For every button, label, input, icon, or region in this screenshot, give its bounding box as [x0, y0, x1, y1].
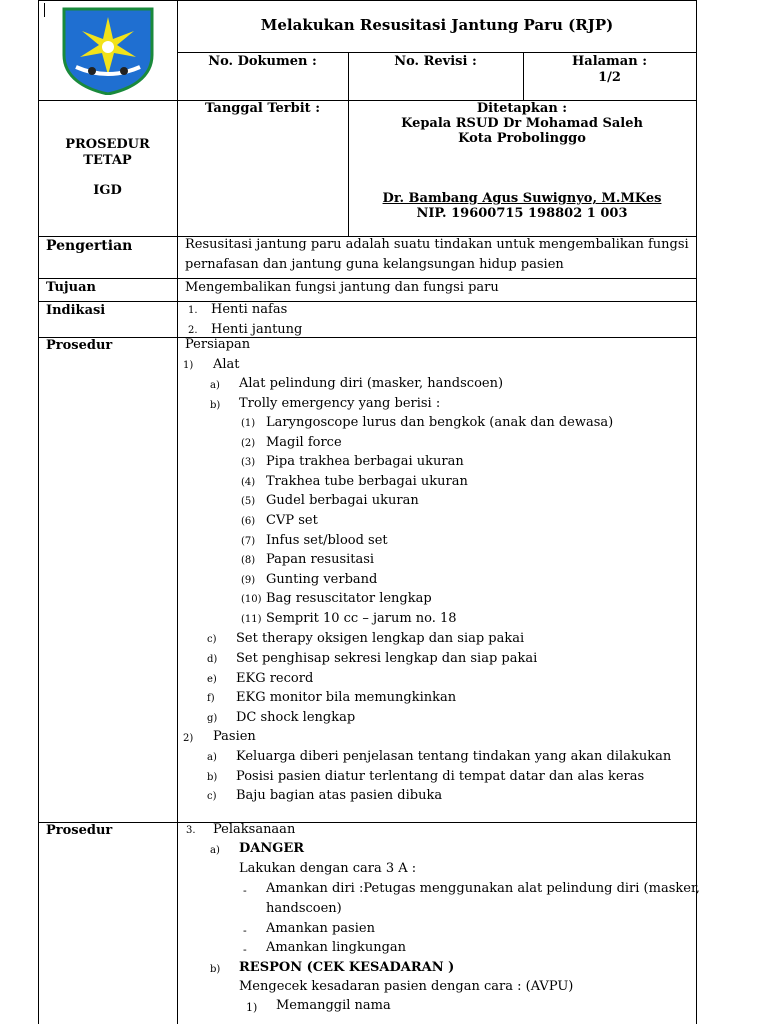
ditetapkan-label: Ditetapkan : [476, 101, 568, 116]
pasien-heading: Pasien [213, 729, 256, 744]
tujuan-text: Mengembalikan fungsi jantung dan fungsi paru [185, 280, 499, 295]
alat-b-number: b) [210, 400, 221, 411]
list-item: Bag resuscitator lengkap [266, 591, 432, 607]
halaman-value: 1/2 [598, 70, 621, 85]
list-item-number: (3) [241, 457, 256, 469]
halaman-label: Halaman : [571, 54, 648, 69]
list-item-number: a) [207, 752, 217, 763]
list-item: CVP set [266, 513, 318, 528]
alat-heading: Alat [213, 357, 240, 372]
list-item-number: (10) [241, 594, 262, 606]
list-item: Keluarga diberi penjelasan tentang tindakan yang akan dilakukan [236, 749, 672, 764]
list-item-number: (8) [241, 555, 256, 567]
list-item-number: 2. [188, 324, 198, 336]
respon-heading: RESPON (CEK KESADARAN ) [239, 960, 455, 975]
pengertian-label: Pengertian [46, 238, 133, 254]
list-item-number: (6) [241, 516, 256, 527]
alat-b-text: Trolly emergency yang berisi : [239, 396, 441, 411]
persiapan-heading: Persiapan [185, 337, 251, 352]
list-item-number: f) [207, 693, 215, 705]
alat-a-text: Alat pelindung diri (masker, handscoen) [239, 376, 504, 391]
list-item: Pipa trakhea berbagai ukuran [266, 454, 464, 470]
signer-nip: NIP. 19600715 198802 1 003 [416, 206, 628, 221]
pengertian-text-line2: pernafasan dan jantung guna kelangsungan hidup pasien [185, 257, 564, 272]
list-item: Laryngoscope lurus dan bengkok (anak dan dewasa) [266, 415, 614, 430]
list-item: Gudel berbagai ukuran [266, 493, 419, 509]
document-title: Melakukan Resusitasi Jantung Paru (RJP) [260, 16, 614, 34]
list-item-number: (7) [241, 535, 256, 547]
list-item-number: 1. [188, 305, 198, 316]
prosedur-tetap-line1: PROSEDUR [65, 137, 150, 152]
list-item: handscoen) [266, 900, 342, 916]
list-item-number: g) [207, 713, 218, 725]
table-top-border [38, 0, 697, 1]
list-item: Papan resusitasi [266, 552, 375, 568]
indikasi-label: Indikasi [46, 303, 106, 318]
title-rule [177, 52, 697, 53]
signer-name: Dr. Bambang Agus Suwignyo, M.MKes [382, 191, 662, 206]
text-cursor [44, 3, 45, 17]
hospital-logo-icon [62, 7, 154, 95]
alat-a-number: a) [210, 380, 220, 391]
list-item-number: - [243, 943, 247, 957]
list-item: Henti nafas [211, 302, 288, 317]
danger-number: a) [210, 845, 220, 856]
no-revisi-label: No. Revisi : [394, 54, 477, 69]
list-item-number: b) [207, 771, 218, 783]
pengertian-text-line1: Resusitasi jantung paru adalah suatu tindakan untuk mengembalikan fungsi [185, 237, 689, 252]
prosedur-label: Prosedur [46, 338, 113, 353]
list-item-number: (9) [241, 574, 256, 586]
list-item: Set therapy oksigen lengkap dan siap pakai [236, 631, 525, 646]
list-item: DC shock lengkap [236, 710, 356, 726]
list-item: Henti jantung [211, 321, 303, 337]
tanggal-terbit-label: Tanggal Terbit : [204, 101, 321, 116]
list-item-number: (5) [241, 496, 256, 508]
list-item-number: c) [207, 634, 217, 645]
list-item: Posisi pasien diatur terlentang di tempat datar dan alas keras [236, 768, 645, 784]
list-item-number: (2) [241, 437, 256, 449]
list-item: EKG monitor bila memungkinkan [236, 690, 457, 706]
prosedur-tetap-line2: TETAP [83, 153, 132, 168]
danger-heading: DANGER [239, 841, 305, 856]
list-item: Memanggil nama [276, 998, 391, 1013]
pasien-number: 2) [183, 733, 194, 744]
list-item: Gunting verband [266, 571, 378, 587]
header-divider [177, 0, 178, 236]
tujuan-label: Tujuan [46, 280, 96, 295]
list-item: Magil force [266, 434, 342, 450]
list-item-number: 1) [246, 1001, 258, 1014]
list-item: Set penghisap sekresi lengkap dan siap pakai [236, 650, 538, 666]
list-item: EKG record [236, 670, 314, 686]
list-item-number: e) [207, 673, 217, 685]
table-right-border [696, 0, 697, 1024]
ditetapkan-line2: Kota Probolinggo [458, 131, 586, 146]
list-item: Amankan pasien [266, 920, 375, 936]
list-item: Amankan lingkungan [266, 940, 407, 956]
pelaksanaan-number: 3. [186, 825, 196, 836]
no-dokumen-label: No. Dokumen : [208, 54, 317, 69]
ditetapkan-line1: Kepala RSUD Dr Mohamad Saleh [401, 116, 643, 131]
prosedur-label-2: Prosedur [46, 823, 113, 838]
indikasi-rule [38, 337, 697, 338]
alat-number: 1) [183, 360, 194, 371]
list-item-number: c) [207, 791, 217, 802]
list-item-number: - [243, 884, 247, 897]
danger-intro: Lakukan dengan cara 3 A : [239, 861, 417, 876]
prosedur1-rule [38, 822, 697, 823]
respon-number: b) [210, 964, 221, 975]
list-item-number: - [243, 923, 247, 937]
pengertian-rule [38, 278, 697, 279]
department-label: IGD [93, 183, 122, 198]
list-item: Infus set/blood set [266, 532, 388, 548]
list-item-number: (11) [241, 614, 262, 625]
list-item: Baju bagian atas pasien dibuka [236, 788, 443, 803]
label-column-divider [177, 236, 178, 1024]
tujuan-rule [38, 301, 697, 302]
list-item: Semprit 10 cc – jarum no. 18 [266, 611, 457, 626]
list-item: Trakhea tube berbagai ukuran [266, 473, 468, 489]
respon-intro: Mengecek kesadaran pasien dengan cara : (AVPU) [239, 979, 574, 994]
list-item-number: (4) [241, 476, 256, 488]
pelaksanaan-heading: Pelaksanaan [213, 822, 296, 837]
list-item-number: (1) [241, 418, 256, 429]
list-item-number: d) [207, 653, 218, 665]
list-item: Amankan diri :Petugas menggunakan alat pelindung diri (masker, [266, 881, 700, 896]
